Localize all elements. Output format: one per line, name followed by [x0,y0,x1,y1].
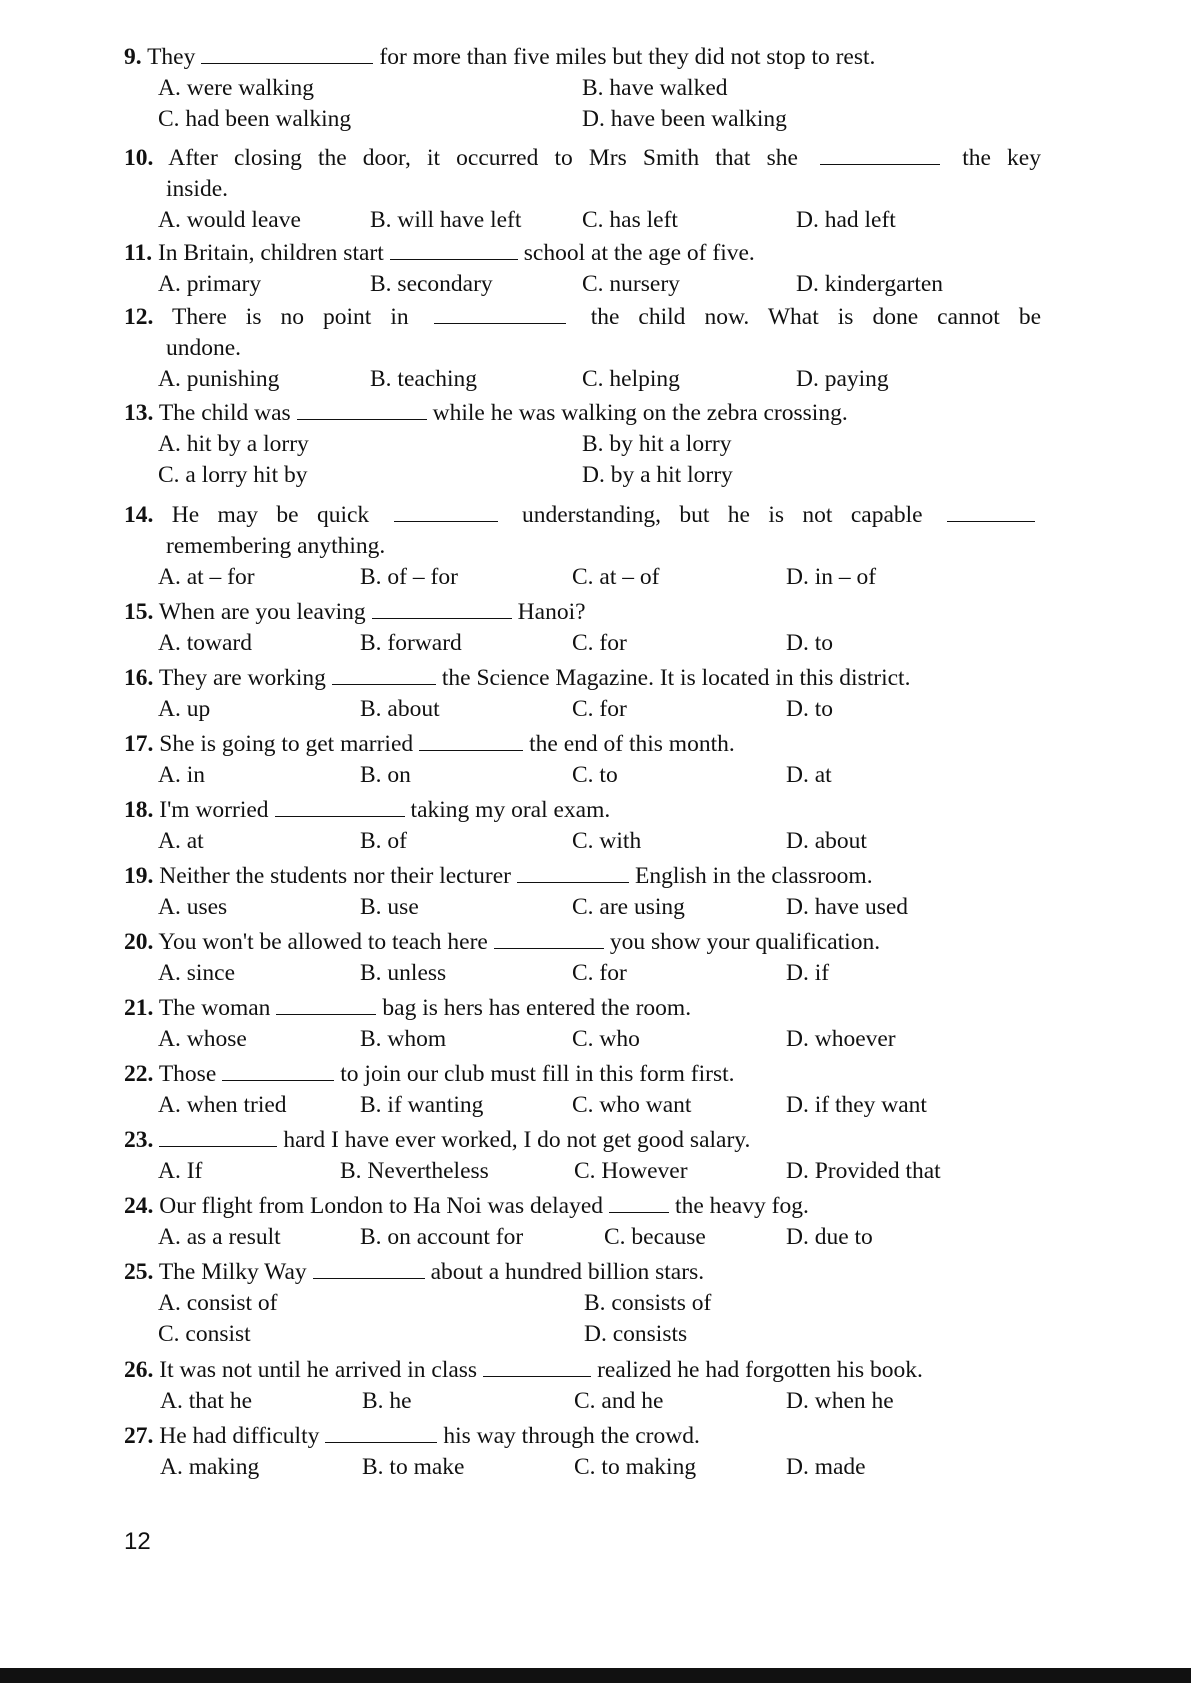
question-13 [124,398,1041,491]
option-d[interactable]: D. had left [796,207,896,233]
answer-blank[interactable] [517,862,629,883]
question-text: 11. In Britain, children start school at the age of five. [124,240,755,266]
option-b[interactable]: B. of – for [360,564,458,590]
question-text: 9. They for more than five miles but they did not stop to rest. [124,44,876,70]
option-d[interactable]: D. due to [786,1224,873,1250]
option-b[interactable]: B. he [362,1388,412,1414]
answer-blank[interactable] [390,239,518,260]
question-text: 26. It was not until he arrived in class realized he had forgotten his book. [124,1357,923,1383]
answer-blank[interactable] [159,1126,277,1147]
question-text: 19. Neither the students nor their lecturer English in the classroom. [124,863,873,889]
options-row [124,104,1041,135]
option-a[interactable]: A. that he [160,1388,253,1414]
answer-blank[interactable] [222,1060,334,1081]
answer-blank[interactable] [419,730,523,751]
option-b[interactable]: B. of [360,828,407,854]
question-23 [124,1125,1041,1187]
option-d[interactable]: D. by a hit lorry [582,462,733,488]
option-a[interactable]: A. consist of [158,1290,278,1316]
option-c[interactable]: C. for [572,696,627,722]
question-text: 22. Those to join our club must fill in this form first. [124,1061,735,1087]
question-text: 14. He may be quick understanding, but he is not capable [124,500,1041,531]
option-d[interactable]: D. to [786,696,833,722]
option-c[interactable]: C. who [572,1026,640,1052]
option-c[interactable]: C. for [572,960,627,986]
option-c[interactable]: C. because [604,1224,706,1250]
option-b[interactable]: B. Nevertheless [340,1158,489,1184]
option-c[interactable]: C. a lorry hit by [158,462,308,488]
question-14: 14. He may be quick understanding, but he is not capable remembering anything. A. at – for B. of – for C. at – of D. in – of [124,500,1041,593]
options-row [124,562,1041,593]
page-number: 12 [124,1528,151,1555]
question-26 [124,1355,1041,1417]
option-a[interactable]: A. If [158,1158,203,1184]
question-9 [124,42,1041,135]
option-a[interactable]: A. as a result [158,1224,281,1250]
option-a[interactable]: A. would leave [158,207,301,233]
option-a[interactable]: A. in [158,762,205,788]
option-d[interactable]: D. have been walking [582,106,787,132]
options-row [124,460,1041,491]
options-row [124,73,1041,104]
options-row [124,429,1041,460]
options-row [124,1156,1041,1187]
options-row [124,1090,1041,1121]
option-c[interactable]: C. has left [582,207,678,233]
question-12: 12. There is no point in the child now. What is done cannot be undone. A. punishing B. teaching C. helping D. paying [124,302,1041,395]
options-row [124,1024,1041,1055]
option-c[interactable]: C. to [572,762,618,788]
answer-blank[interactable] [483,1356,591,1377]
option-d[interactable]: D. to [786,630,833,656]
option-c[interactable]: C. are using [572,894,685,920]
options-row [124,958,1041,989]
question-text: 23. hard I have ever worked, I do not get good salary. [124,1127,751,1153]
option-a[interactable]: A. when tried [158,1092,287,1118]
question-15 [124,597,1041,659]
answer-blank[interactable] [434,303,566,324]
options-row [124,760,1041,791]
option-d[interactable]: D. Provided that [786,1158,941,1184]
option-b[interactable]: B. whom [360,1026,447,1052]
options-row [124,1319,1041,1350]
question-10: 10. After closing the door, it occurred to Mrs Smith that she the key inside. A. would leave B. will have left C. has left D. had left [124,143,1041,236]
options-row [124,269,1041,300]
options-row [124,1222,1041,1253]
option-d[interactable]: D. if they want [786,1092,927,1118]
option-d[interactable]: D. when he [786,1388,894,1414]
option-c[interactable]: C. and he [574,1388,664,1414]
option-b[interactable]: B. on account for [360,1224,524,1250]
options-row [124,892,1041,923]
option-c[interactable]: C. who want [572,1092,692,1118]
question-19 [124,861,1041,923]
question-11 [124,238,1041,300]
options-row [124,205,1041,236]
option-b[interactable]: B. by hit a lorry [582,431,732,457]
scan-edge-bar [0,1668,1191,1683]
option-a[interactable]: A. were walking [158,75,314,101]
options-row [124,364,1041,395]
question-16 [124,663,1041,725]
option-d[interactable]: D. in – of [786,564,877,590]
option-a[interactable]: A. primary [158,271,262,297]
answer-blank[interactable] [820,144,940,165]
option-d[interactable]: D. kindergarten [796,271,944,297]
option-b[interactable]: B. about [360,696,440,722]
option-b[interactable]: B. forward [360,630,462,656]
option-d[interactable]: D. made [786,1454,866,1480]
option-d[interactable]: D. about [786,828,867,854]
question-22 [124,1059,1041,1121]
question-text: 20. You won't be allowed to teach here you show your qualification. [124,929,881,955]
question-text: 13. The child was while he was walking on the zebra crossing. [124,400,848,426]
answer-blank[interactable] [394,501,498,522]
answer-blank[interactable] [494,928,604,949]
options-row [124,694,1041,725]
option-c[interactable]: C. at – of [572,564,660,590]
option-b[interactable]: B. on [360,762,411,788]
option-b[interactable]: B. consists of [584,1290,712,1316]
option-c[interactable]: C. for [572,630,627,656]
question-text: 17. She is going to get married the end of this month. [124,731,735,757]
option-d[interactable]: D. consists [584,1321,688,1347]
answer-blank[interactable] [332,664,436,685]
option-c[interactable]: C. to making [574,1454,697,1480]
answer-blank[interactable] [609,1192,669,1213]
option-c[interactable]: C. However [574,1158,688,1184]
question-27 [124,1421,1041,1483]
answer-blank[interactable] [313,1258,425,1279]
question-text: 18. I'm worried taking my oral exam. [124,797,611,823]
question-text: 12. There is no point in the child now. What is done cannot be [124,304,1042,330]
option-a[interactable]: A. at – for [158,564,255,590]
answer-blank[interactable] [201,43,373,64]
option-b[interactable]: B. secondary [370,271,493,297]
question-text: 10. After closing the door, it occurred to Mrs Smith that she the key [124,145,1041,171]
question-25 [124,1257,1041,1350]
option-d[interactable]: D. whoever [786,1026,896,1052]
options-row [124,1386,1041,1417]
option-a[interactable]: A. making [160,1454,260,1480]
answer-blank[interactable] [275,796,405,817]
option-c[interactable]: C. consist [158,1321,251,1347]
option-d[interactable]: D. at [786,762,832,788]
question-21 [124,993,1041,1055]
option-d[interactable]: D. if [786,960,830,986]
question-18 [124,795,1041,857]
option-a[interactable]: A. up [158,696,211,722]
options-row [124,1288,1041,1319]
option-a[interactable]: A. uses [158,894,228,920]
option-c[interactable]: C. nursery [582,271,680,297]
option-c[interactable]: C. had been walking [158,106,352,132]
option-d[interactable]: D. paying [796,366,889,392]
answer-blank[interactable] [276,994,376,1015]
option-b[interactable]: B. unless [360,960,447,986]
option-a[interactable]: A. since [158,960,236,986]
option-a[interactable]: A. at [158,828,204,854]
question-text: 25. The Milky Way about a hundred billion stars. [124,1259,705,1285]
option-a[interactable]: A. toward [158,630,252,656]
option-b[interactable]: B. teaching [370,366,478,392]
option-c[interactable]: C. with [572,828,642,854]
answer-blank[interactable] [947,501,1035,522]
options-row [124,1452,1041,1483]
options-row [124,826,1041,857]
question-20 [124,927,1041,989]
option-b[interactable]: B. to make [362,1454,465,1480]
question-text: 15. When are you leaving Hanoi? [124,599,586,625]
question-text: 16. They are working the Science Magazine. It is located in this district. [124,665,911,691]
option-b[interactable]: B. use [360,894,419,920]
question-17 [124,729,1041,791]
option-c[interactable]: C. helping [582,366,680,392]
question-text: 24. Our flight from London to Ha Noi was delayed the heavy fog. [124,1193,809,1219]
option-d[interactable]: D. have used [786,894,909,920]
question-text: 27. He had difficulty his way through the crowd. [124,1423,700,1449]
answer-blank[interactable] [325,1422,437,1443]
option-a[interactable]: A. whose [158,1026,247,1052]
option-a[interactable]: A. punishing [158,366,280,392]
answer-blank[interactable] [372,598,512,619]
options-row [124,628,1041,659]
option-b[interactable]: B. if wanting [360,1092,484,1118]
option-a[interactable]: A. hit by a lorry [158,431,309,457]
answer-blank[interactable] [297,399,427,420]
question-text: 21. The woman bag is hers has entered the room. [124,995,692,1021]
option-b[interactable]: B. will have left [370,207,522,233]
question-24 [124,1191,1041,1253]
option-b[interactable]: B. have walked [582,75,728,101]
